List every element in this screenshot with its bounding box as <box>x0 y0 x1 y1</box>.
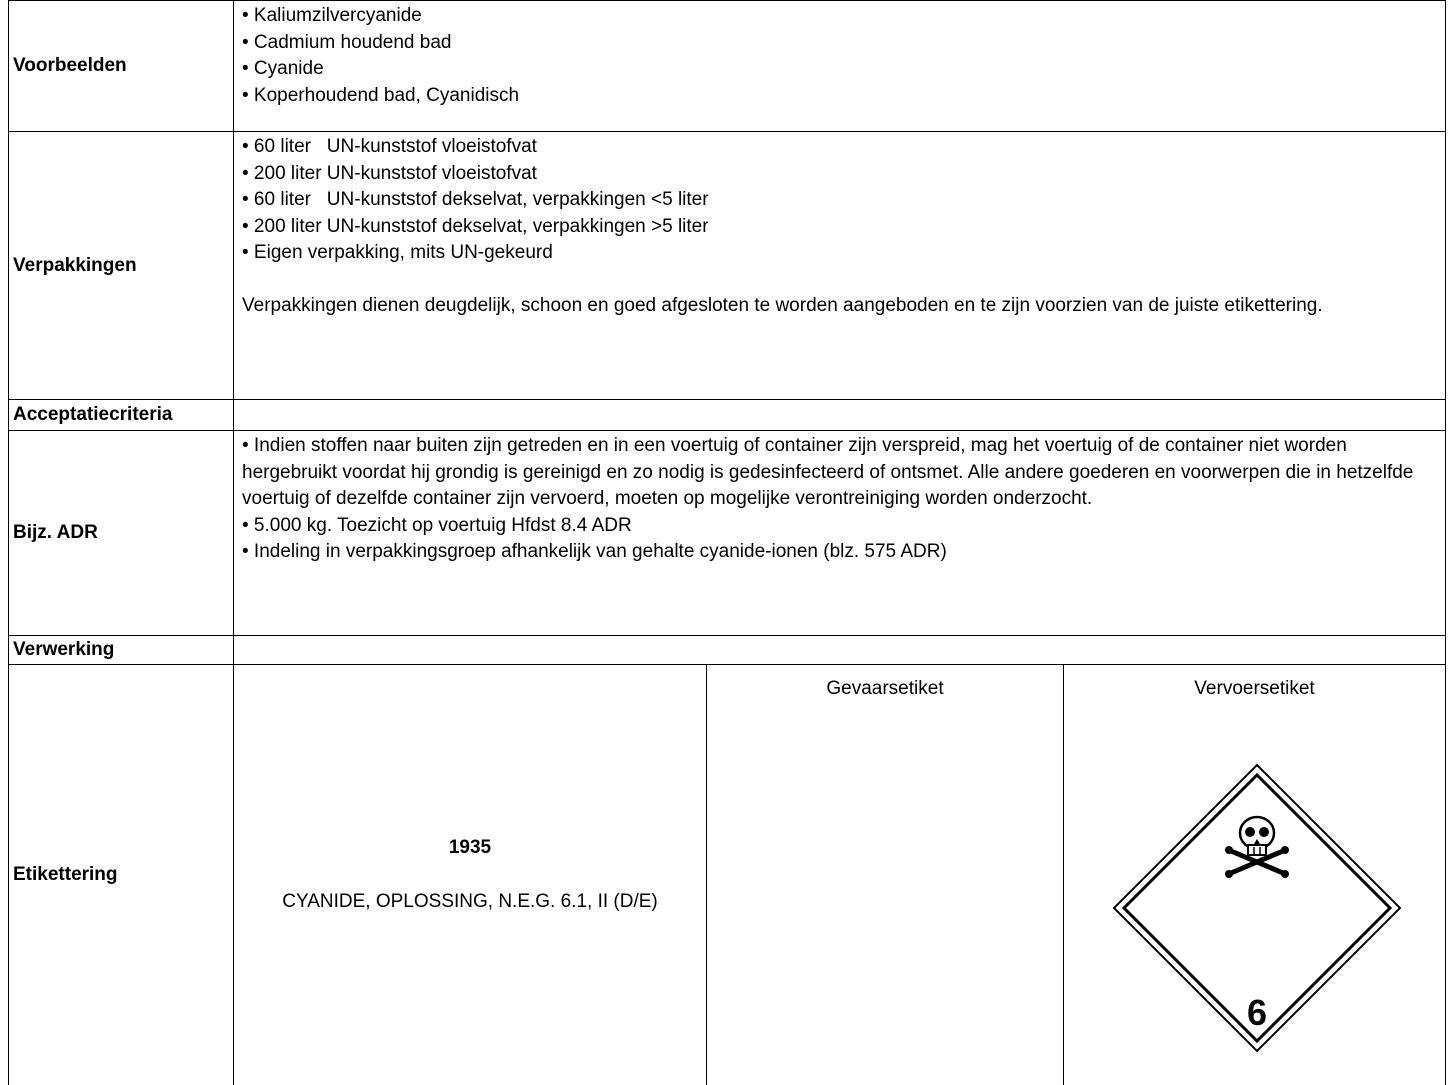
row-verpakkingen <box>8 132 1446 400</box>
list-item: • Eigen verpakking, mits UN-gekeurd <box>242 242 553 263</box>
content-verpakkingen <box>234 132 1445 399</box>
hazard-label-cell <box>707 665 1064 1085</box>
transport-label-header: Vervoersetiket <box>1194 678 1315 699</box>
list-item: • 60 liter UN-kunststof vloeistofvat <box>242 136 537 157</box>
list-item: • Cyanide <box>242 58 324 79</box>
row-etikettering <box>8 665 1446 1085</box>
row-verwerking <box>8 636 1446 665</box>
content-acceptatiecriteria <box>234 400 1445 430</box>
content-bijz-adr <box>234 431 1445 635</box>
etikettering-cells <box>234 665 1445 1085</box>
un-info-cell <box>234 665 707 1085</box>
waste-spec-table <box>8 0 1446 1085</box>
label-voorbeelden: Voorbeelden <box>9 1 234 131</box>
hazard-label-header: Gevaarsetiket <box>826 678 944 699</box>
list-item: • Cadmium houdend bad <box>242 31 452 53</box>
label-etikettering: Etikettering <box>9 665 234 1085</box>
list-item: • 200 liter UN-kunststof vloeistofvat <box>242 162 537 184</box>
list-item: • 200 liter UN-kunststof dekselvat, verpakkingen >5 liter <box>242 215 709 237</box>
packaging-note: Verpakkingen dienen deugdelijk, schoon en goed afgesloten te worden aangeboden en te zijn voorzien van de juiste etikettering. <box>242 294 1323 316</box>
row-acceptatiecriteria <box>8 400 1446 431</box>
un-description: CYANIDE, OPLOSSING, N.E.G. 6.1, II (D/E) <box>282 891 658 912</box>
class-number: 6 <box>1246 992 1268 1033</box>
label-verpakkingen: Verpakkingen <box>9 132 234 399</box>
un-number: 1935 <box>448 837 492 858</box>
label-bijz-adr: Bijz. ADR <box>9 431 234 635</box>
list-item: • Indien stoffen naar buiten zijn getreden en in een voertuig of container zijn verspreid, mag het voertuig of de container niet worden hergebruikt voordat hij grondig is gereinigd en zo nodig is gedesinfecteerd of ontsmet. Alle andere goederen en voorwerpen die in hetzelfde voertuig of dezelfde container zijn vervoerd, moeten op mogelijke verontreiniging worden onderzocht. <box>242 435 1414 509</box>
toxic-class-6-diamond <box>1112 763 1402 1053</box>
row-bijz-adr <box>8 431 1446 636</box>
list-item: • Koperhoudend bad, Cyanidisch <box>242 84 520 106</box>
list-item: • Indeling in verpakkingsgroep afhankelijk van gehalte cyanide-ionen (blz. 575 ADR) <box>242 541 947 562</box>
list-item: • 60 liter UN-kunststof dekselvat, verpakkingen <5 liter <box>242 189 709 210</box>
content-voorbeelden <box>234 1 1445 131</box>
list-item: • Kaliumzilvercyanide <box>242 5 422 26</box>
label-verwerking: Verwerking <box>9 636 234 664</box>
label-acceptatiecriteria: Acceptatiecriteria <box>9 400 234 430</box>
list-item: • 5.000 kg. Toezicht op voertuig Hfdst 8.4 ADR <box>242 514 632 536</box>
content-verwerking <box>234 636 1445 664</box>
transport-label-cell <box>1064 665 1445 1085</box>
row-voorbeelden <box>8 0 1446 132</box>
